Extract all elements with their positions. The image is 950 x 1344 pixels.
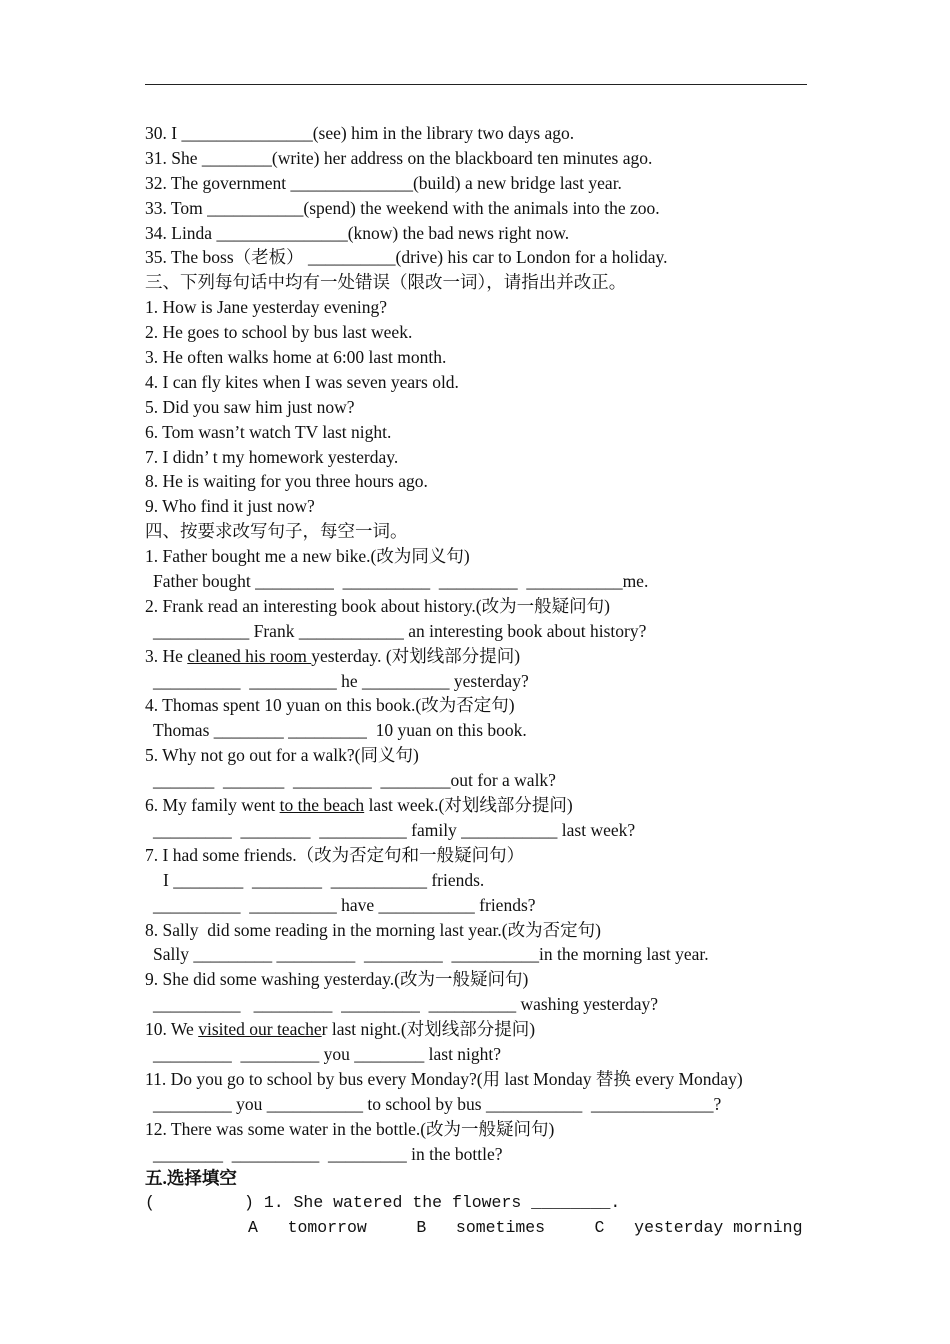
exercise-33: 33. Tom ___________(spend) the weekend with the animals into the zoo.: [145, 197, 660, 218]
rewrite-q8: 8. Sally did some reading in the morning last year.(改为否定句): [145, 919, 601, 940]
rewrite-q1: 1. Father bought me a new bike.(改为同义句): [145, 546, 470, 567]
error-item-7: 7. I didn’ t my homework yesterday.: [145, 446, 399, 467]
rewrite-q6-answer: _________ ________ __________ family ___________ last week?: [153, 819, 636, 840]
rewrite-q12-answer: ________ __________ _________ in the bottle?: [153, 1143, 503, 1164]
rewrite-q5: 5. Why not go out for a walk?(同义句): [145, 745, 419, 766]
error-item-2: 2. He goes to school by bus last week.: [145, 322, 413, 343]
rewrite-q10-post: r last night.(对划线部分提问): [321, 1019, 536, 1040]
exercise-30: 30. I _______________(see) him in the library two days ago.: [145, 123, 575, 143]
exercise-34: 34. Linda _______________(know) the bad news right now.: [145, 222, 570, 243]
rewrite-q6-pre: 6. My family went: [145, 795, 280, 816]
section-3-heading: 三、下列每句话中均有一处错误（限改一词），请指出并改正。: [145, 272, 627, 293]
header-rule: [145, 84, 807, 85]
section-4-heading: 四、按要求改写句子，每空一词。: [145, 521, 408, 542]
rewrite-q10-pre: 10. We: [145, 1019, 199, 1040]
exercise-35: 35. The boss（老板） __________(drive) his car to London for a holiday.: [145, 247, 668, 268]
error-item-4: 4. I can fly kites when I was seven years old.: [145, 371, 459, 392]
rewrite-q3-pre: 3. He: [145, 645, 188, 666]
error-item-3: 3. He often walks home at 6:00 last month.: [145, 347, 447, 368]
rewrite-q4: 4. Thomas spent 10 yuan on this book.(改为否定句): [145, 695, 515, 716]
rewrite-q7-answer-2: __________ __________ have ___________ friends?: [153, 894, 536, 915]
rewrite-q3-answer: __________ __________ he __________ yesterday?: [153, 670, 529, 691]
rewrite-q9-answer: __________ _________ _________ __________ washing yesterday?: [153, 994, 659, 1015]
error-item-5: 5. Did you saw him just now?: [145, 396, 355, 417]
exercise-31: 31. She ________(write) her address on the blackboard ten minutes ago.: [145, 147, 653, 168]
rewrite-q3-post: yesterday. (对划线部分提问): [311, 645, 521, 666]
rewrite-q11: 11. Do you go to school by bus every Monday?(用 last Monday 替换 every Monday): [145, 1068, 743, 1089]
rewrite-q3-underlined: cleaned his room: [187, 645, 312, 666]
error-item-6: 6. Tom wasn’t watch TV last night.: [145, 421, 392, 442]
error-item-8: 8. He is waiting for you three hours ago.: [145, 471, 428, 492]
choice-q1-options: A tomorrow B sometimes C yesterday morning: [248, 1218, 803, 1238]
rewrite-q7: 7. I had some friends.（改为否定句和一般疑问句）: [145, 844, 525, 865]
rewrite-q10-underlined: visited our teache: [198, 1019, 322, 1040]
rewrite-q10: [145, 1017, 825, 1042]
error-item-1: 1. How is Jane yesterday evening?: [145, 297, 388, 318]
rewrite-q6: [145, 793, 825, 818]
worksheet-page: [145, 121, 825, 1241]
rewrite-q1-answer: Father bought _________ __________ _________ ___________me.: [153, 571, 649, 592]
exercise-32: 32. The government ______________(build) a new bridge last year.: [145, 172, 622, 193]
rewrite-q10-answer: _________ _________ you ________ last night?: [153, 1043, 502, 1064]
rewrite-q12: 12. There was some water in the bottle.(改为一般疑问句): [145, 1118, 555, 1139]
rewrite-q6-underlined: to the beach: [279, 795, 365, 816]
rewrite-q3: [145, 644, 825, 669]
section-5-heading: 五.选择填空: [145, 1168, 237, 1189]
rewrite-q2-answer: ___________ Frank ____________ an interesting book about history?: [153, 620, 647, 641]
choice-q1: ( ) 1. She watered the flowers ________.: [145, 1193, 621, 1213]
rewrite-q4-answer: Thomas ________ _________ 10 yuan on this book.: [153, 720, 527, 741]
rewrite-q5-answer: _______ _______ _________ ________out for a walk?: [153, 770, 556, 791]
rewrite-q9: 9. She did some washing yesterday.(改为一般疑问句): [145, 969, 529, 990]
error-item-9: 9. Who find it just now?: [145, 496, 315, 517]
rewrite-q7-answer-1: I ________ ________ ___________ friends.: [163, 869, 485, 890]
rewrite-q11-answer: _________ you ___________ to school by bus ___________ ______________?: [153, 1093, 722, 1114]
rewrite-q2: 2. Frank read an interesting book about history.(改为一般疑问句): [145, 595, 610, 616]
rewrite-q8-answer: Sally _________ _________ _________ __________in the morning last year.: [153, 944, 709, 965]
rewrite-q6-post: last week.(对划线部分提问): [364, 795, 573, 816]
